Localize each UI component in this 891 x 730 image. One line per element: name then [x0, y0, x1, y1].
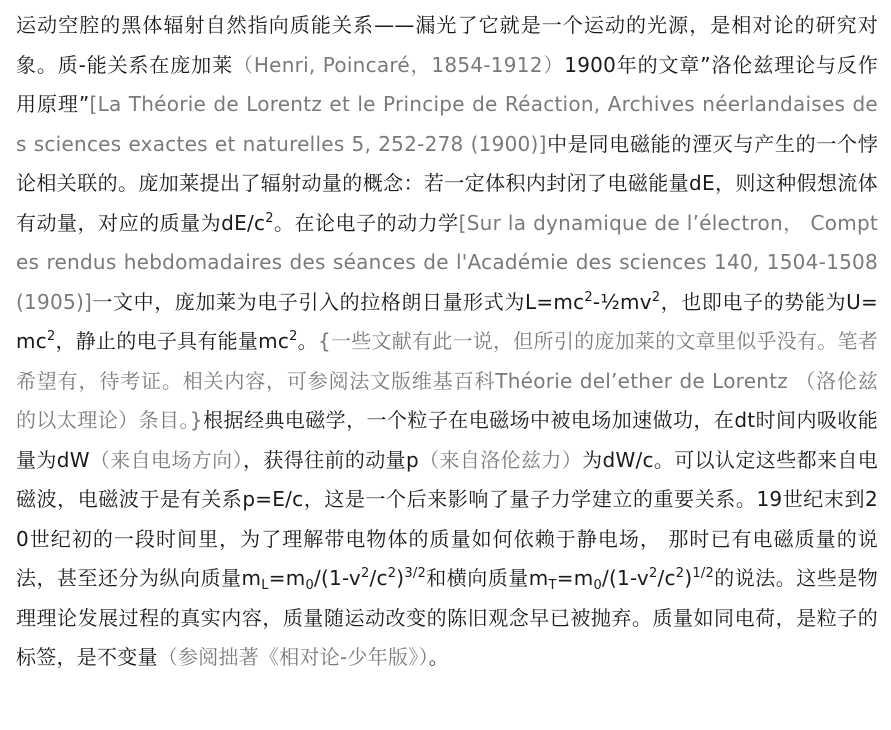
- superscript: 2: [675, 566, 685, 581]
- body-text: 。: [428, 645, 449, 669]
- body-text: 的说法。这些是物理理论发展过程的真实内容，质量随运动改变的陈旧观念早已被抛弃。质量如同电荷，是粒子的标签，是不变量: [16, 566, 879, 669]
- body-text: ): [684, 566, 693, 590]
- subscript: T: [548, 578, 557, 593]
- body-text: 为dW/c。可以认定这些都来自电磁波，电磁波于是有关系p=E/c，这是一个后来影响了量子力学建立的重要关系。19世纪末到20世纪初的一段时间里，为了理解带电物体的质量如何依赖于静电场， 那时已有电磁质量的说法，甚至还分为纵向质量m: [16, 447, 878, 590]
- body-text: ): [396, 566, 405, 590]
- body-text: 一文中，庞加莱为电子引入的拉格朗日量形式为L=mc: [92, 289, 585, 314]
- superscript: 2: [387, 566, 397, 581]
- article-paragraph: [16, 6, 878, 678]
- body-text: =m: [268, 566, 306, 590]
- superscript: 2: [651, 289, 661, 305]
- superscript: 2: [649, 566, 658, 581]
- body-text: 。: [297, 329, 318, 353]
- body-text: /(1-v: [313, 566, 361, 590]
- citation: [La Théorie de Lorentz et le Principe de Réaction, Archives néerlandaises des sciences exactes et naturelles 5, 252-278 (1900)]: [16, 92, 878, 156]
- body-text: 运动空腔的黑体辐射自然指向质能关系——漏光了它就是一个运动的光源，是相对论的研究对象。质-能关系在庞加莱: [16, 13, 878, 77]
- superscript: 3/2: [404, 566, 427, 581]
- superscript: 1/2: [692, 566, 715, 581]
- body-text: ，静止的电子具有能量mc: [55, 329, 290, 353]
- subscript: L: [261, 578, 269, 593]
- body-text: ，获得往前的动量p: [242, 447, 419, 472]
- inline-note: （来自洛伦兹力）: [418, 447, 583, 472]
- book-reference: （参阅拙著《相对论-少年版》）: [157, 645, 429, 669]
- body-text: 。在论电子的动力学: [273, 210, 459, 235]
- body-text: =m: [556, 566, 594, 590]
- body-text: 和横向质量m: [426, 566, 549, 590]
- superscript: 2: [265, 210, 274, 226]
- body-text: 中是同电磁能的湮灭与产生的一个悖论相关联的。庞加莱提出了辐射动量的概念：若一定体积内封闭了电磁能量dE，则这种假想流体有动量，对应的质量为dE/c: [16, 131, 879, 235]
- body-text: /(1-v: [601, 566, 650, 590]
- body-text: /c: [369, 566, 388, 590]
- superscript: 2: [361, 566, 370, 581]
- superscript: 2: [584, 289, 593, 305]
- body-text: 根据经典电磁学，一个粒子在电磁场中被电场加速做功，在dt时间内吸收能量为dW: [16, 408, 878, 472]
- citation: [Sur la dynamique de l’électron， Comptes rendus hebdomadaires des séances de l'Académie des sciences 140, 1504-1508 (1905)]: [16, 210, 878, 314]
- superscript: 2: [46, 329, 56, 344]
- author-note: （Henri, Poincaré，1854-1912）: [232, 52, 565, 77]
- body-text: 1900年的文章”洛伦兹理论与反作用原理”: [16, 52, 878, 116]
- body-text: ，也即电子的势能为U=mc: [16, 289, 878, 353]
- body-text: /c: [657, 566, 676, 590]
- editor-note: {一些文献有此一说，但所引的庞加莱的文章里似乎没有。笔者希望有，待考证。相关内容，可参阅法文版维基百科Théorie del’ether de Lorentz （洛伦兹的以太理论）条目。}: [16, 329, 879, 432]
- subscript: 0: [593, 578, 602, 593]
- inline-note: （来自电场方向）: [89, 447, 243, 472]
- body-text: -½mv: [592, 289, 652, 314]
- subscript: 0: [305, 578, 314, 593]
- superscript: 2: [289, 329, 298, 344]
